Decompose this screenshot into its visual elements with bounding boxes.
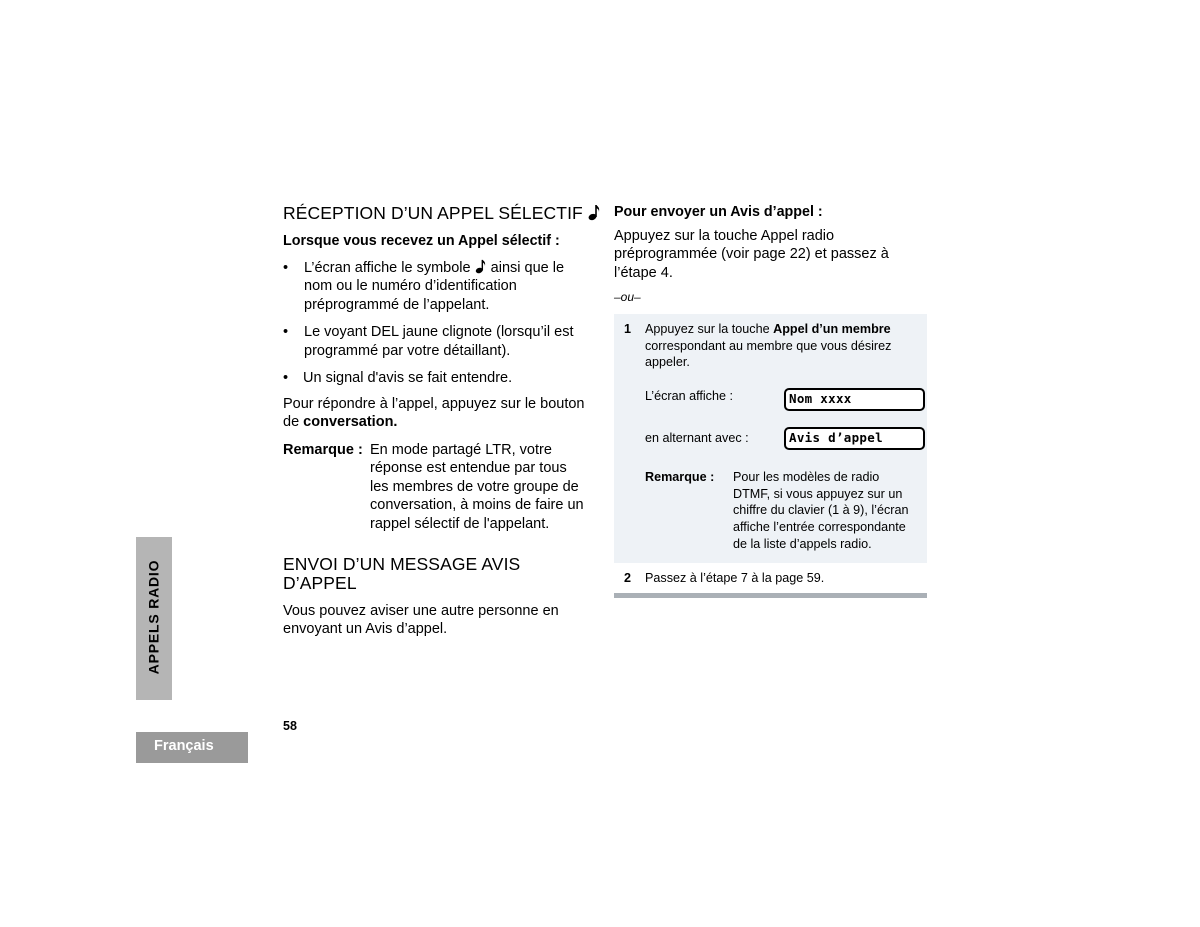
- bullet-list: [283, 259, 603, 387]
- sidebar-tab-label: APPELS RADIO: [145, 559, 162, 675]
- remark-text-right: [733, 469, 908, 553]
- lcd-display-alert: Avis d’appel: [784, 427, 925, 450]
- step-box-rule: [614, 593, 927, 598]
- step1-text-a: Appuyez sur la touche: [645, 322, 770, 336]
- intro-line2: envoyant un Avis d’appel.: [283, 621, 448, 638]
- list-item: • Le voyant DEL jaune clignote (lorsqu’il est programmé par votre détaillant).: [283, 323, 603, 360]
- music-note-icon: [588, 204, 601, 221]
- remark-line: chiffre du clavier (1 à 9), l’écran: [733, 503, 909, 518]
- step1-number: 1: [624, 322, 632, 336]
- language-label: Français: [154, 738, 214, 754]
- remark-line: rappel sélectif de l'appelant.: [370, 515, 550, 532]
- step1-text: [645, 321, 891, 371]
- step1-line3: appeler.: [645, 355, 690, 370]
- bullet1-line3: préprogrammé de l’appelant.: [304, 296, 490, 313]
- sidebar-tab: [136, 537, 172, 700]
- heading-envoi-line1: ENVOI D’UN MESSAGE AVIS: [283, 554, 521, 574]
- remark-line: DTMF, si vous appuyez sur un: [733, 486, 903, 501]
- heading-reception: [283, 204, 601, 223]
- bullet3-text: Un signal d'avis se fait entendre.: [303, 370, 513, 387]
- remark-line: conversation, à moins de faire un: [370, 497, 584, 514]
- remark-line: de la liste d’appels radio.: [733, 536, 872, 551]
- list-item: • L’écran affiche le symbole ainsi que le nom ou le numéro d’identification préprogrammé de l’appelant.: [283, 259, 603, 314]
- subheading-send: Pour envoyer un Avis d’appel :: [614, 204, 823, 220]
- heading-envoi-line2: D’APPEL: [283, 573, 357, 593]
- reply-paragraph: [283, 395, 584, 432]
- remark-line: affiche l’entrée correspondante: [733, 520, 906, 535]
- bullet2-line1: Le voyant DEL jaune clignote (lorsqu’il est: [304, 324, 574, 341]
- bullet1-line2: nom ou le numéro d’identification: [304, 278, 517, 295]
- alternating-label: en alternant avec :: [645, 431, 749, 445]
- remark-line: réponse est entendue par tous: [370, 460, 567, 477]
- music-note-icon: [475, 259, 487, 274]
- heading-reception-text: RÉCEPTION D’UN APPEL SÉLECTIF: [283, 203, 583, 223]
- reply-line2-prefix: de: [283, 414, 300, 431]
- bullet1-text-b: ainsi que le: [490, 260, 565, 276]
- lcd-display-name: Nom xxxx: [784, 388, 925, 411]
- send-line: l’étape 4.: [614, 264, 673, 281]
- send-line: préprogrammée (voir page 22) et passez à: [614, 246, 889, 263]
- bullet2-line2: programmé par votre détaillant).: [304, 342, 511, 359]
- intro-line1: Vous pouvez aviser une autre personne en: [283, 603, 559, 619]
- send-paragraph: [614, 227, 889, 282]
- heading-envoi: [283, 555, 520, 593]
- step2-number: 2: [624, 571, 632, 585]
- intro-paragraph: [283, 602, 559, 639]
- step1-text-b: Appel d’un membre: [773, 322, 891, 336]
- page-number: 58: [283, 719, 297, 733]
- send-line: Appuyez sur la touche Appel radio: [614, 228, 835, 244]
- remark-text-left: [370, 441, 584, 533]
- reply-line1: Pour répondre à l’appel, appuyez sur le bouton: [283, 396, 585, 412]
- list-item: • Un signal d'avis se fait entendre.: [283, 369, 603, 387]
- remark-line: Pour les modèles de radio: [733, 470, 880, 484]
- or-separator: –ou–: [614, 290, 641, 304]
- display-label: L’écran affiche :: [645, 389, 733, 403]
- reply-line2-bold: conversation.: [303, 414, 398, 431]
- step2-text: Passez à l’étape 7 à la page 59.: [645, 571, 825, 585]
- remark-line: les membres de votre groupe de: [370, 478, 579, 495]
- step1-line2: correspondant au membre que vous désirez: [645, 338, 892, 353]
- subheading-receive: Lorsque vous recevez un Appel sélectif :: [283, 233, 560, 249]
- remark-label-left: Remarque :: [283, 442, 363, 458]
- bullet1-text-a: L’écran affiche le symbole: [304, 260, 471, 276]
- language-tab: [136, 732, 248, 763]
- remark-label-right: Remarque :: [645, 470, 715, 484]
- remark-line: En mode partagé LTR, votre: [370, 442, 552, 458]
